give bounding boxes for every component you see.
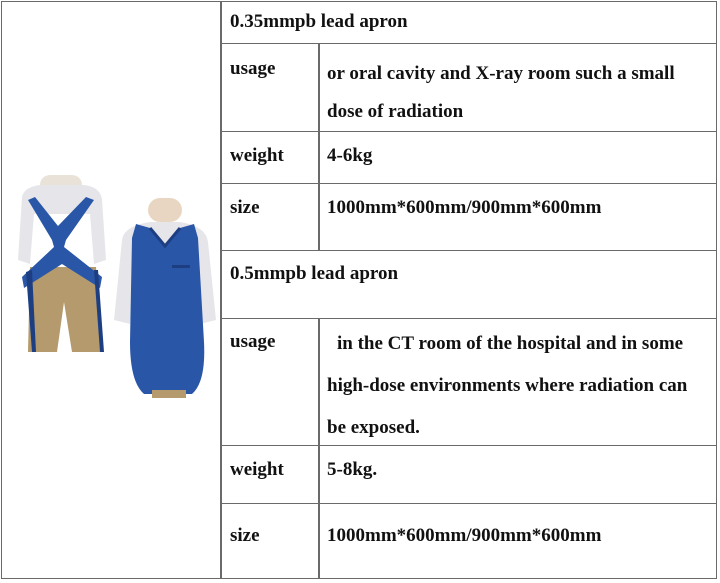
row-divider: [221, 183, 717, 184]
row-divider: [221, 250, 717, 251]
product-2-title: 0.5mmpb lead apron: [230, 263, 399, 284]
product-2-size-label: size: [230, 525, 260, 546]
product-2-size-value: 1000mm*600mm/900mm*600mm: [327, 525, 602, 546]
divider-label-column-upper: [318, 44, 320, 250]
product-2-weight-value: 5-8kg.: [327, 459, 378, 480]
row-divider: [221, 43, 717, 44]
row-divider: [221, 318, 717, 319]
product-2-weight-label: weight: [230, 459, 284, 480]
apron-photo: [2, 2, 220, 578]
lead-apron-illustration: [2, 2, 220, 578]
divider-label-column-lower: [318, 318, 320, 579]
product-1-weight-label: weight: [230, 145, 284, 166]
row-divider: [221, 503, 717, 504]
product-1-size-value: 1000mm*600mm/900mm*600mm: [327, 197, 602, 218]
front-view-figure: [114, 198, 216, 398]
product-1-title: 0.35mmpb lead apron: [230, 11, 408, 32]
product-1-usage-label: usage: [230, 58, 276, 79]
product-2-usage-label: usage: [230, 331, 276, 352]
product-1-size-label: size: [230, 197, 260, 218]
divider-image-column: [220, 1, 222, 579]
product-2-usage-value: in the CT room of the hospital and in some high-dose environments where radiation can be exposed.: [327, 333, 688, 438]
product-1-weight-value: 4-6kg: [327, 145, 373, 166]
product-1-usage-value: or oral cavity and X-ray room such a small dose of radiation: [327, 63, 675, 122]
row-divider: [221, 131, 717, 132]
back-view-figure: [18, 175, 106, 352]
